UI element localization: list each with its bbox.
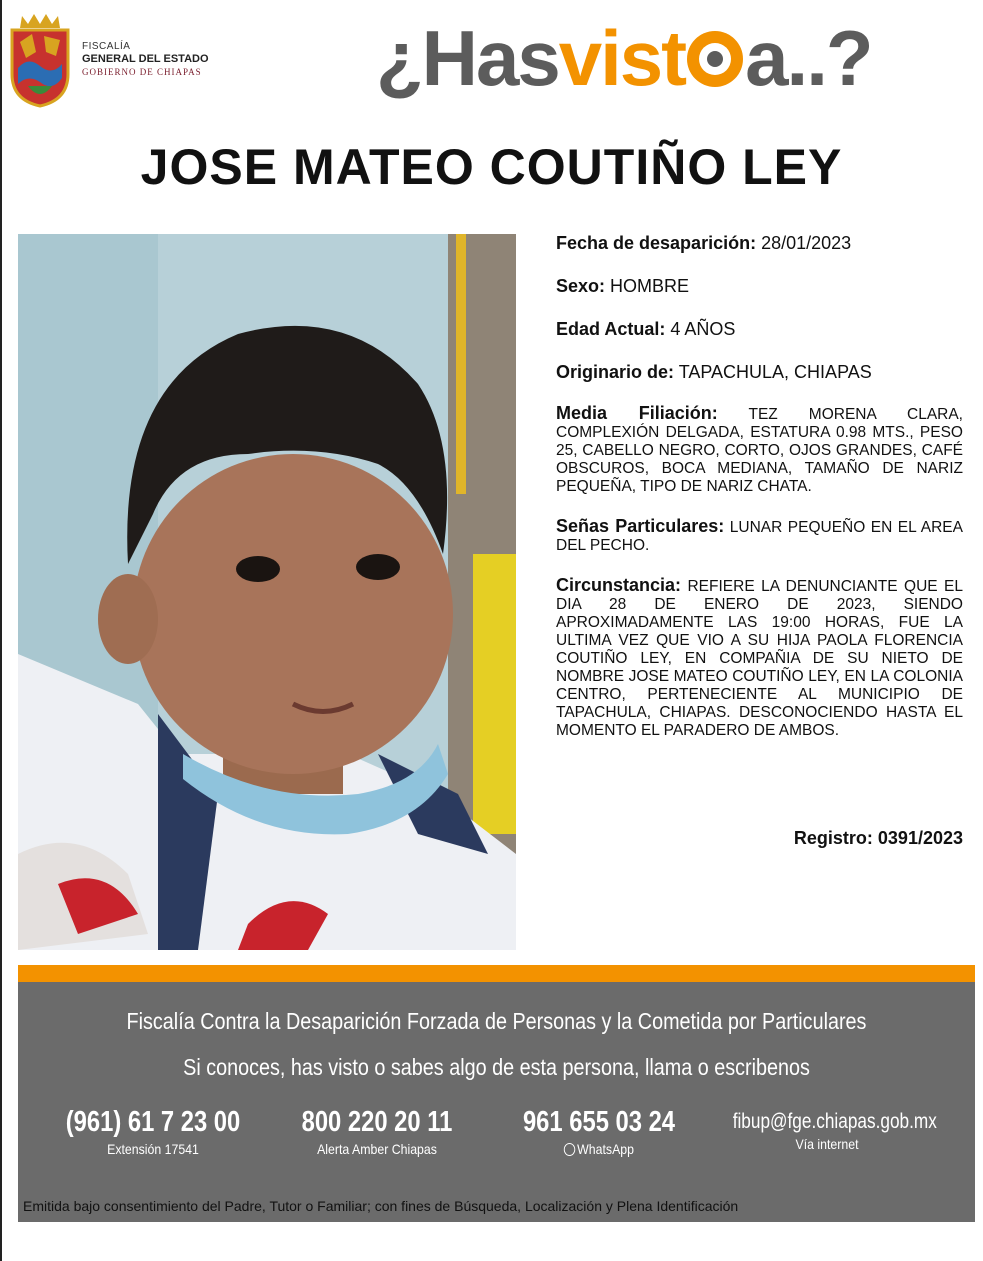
sexo-label: Sexo:: [556, 276, 606, 296]
contact-email: [712, 1106, 942, 1152]
filiacion-value: TEZ MORENA CLARA, COMPLEXIÓN DELGADA, ESTATURA 0.98 MTS., PESO 25, CABELLO NEGRO, CORTO, OJOS GRANDES, CAFÉ OBSCUROS, BOCA MEDIANA, TAMAÑO DE NARIZ PEQUEÑA, TIPO DE NARIZ CHATA.: [556, 406, 963, 495]
details-panel: [556, 232, 963, 761]
origen-value: TAPACHULA, CHIAPAS: [678, 362, 872, 382]
contact-footer: [18, 982, 975, 1222]
origen-row: [556, 361, 963, 383]
circunstancia-value: REFIERE LA DENUNCIANTE QUE EL DIA 28 DE ENERO DE 2023, SIENDO APROXIMADAMENTE LAS 19:00 HORAS, FUE LA ULTIMA VEZ QUE VIO A SU HIJA PAOLA FLORENCIA COUTIÑO LEY, EN COMPAÑIA DE SU NIETO DE NOMBRE JOSE MATEO COUTIÑO LEY, EN LA COLONIA CENTRO, PERTENECIENTE AL MUNICIPIO DE TAPACHULA, CHIAPAS. DESCONOCIENDO HASTA EL MOMENTO EL PARADERO DE AMBOS.: [556, 578, 963, 739]
filiacion-row: [556, 404, 963, 496]
agency-line3: GOBIERNO DE CHIAPAS: [82, 67, 202, 77]
chiapas-coat-of-arms-icon: [8, 12, 72, 108]
whatsapp-icon: [564, 1143, 575, 1156]
brand-suffix: a..?: [745, 14, 872, 102]
whatsapp-number[interactable]: 961 655 03 24: [522, 1106, 676, 1138]
phone-extension: Extensión 17541: [107, 1141, 199, 1157]
agency-line1: FISCALÍA: [82, 41, 131, 52]
brand-mid: vist: [558, 14, 686, 102]
email-address[interactable]: fibup@fge.chiapas.gob.mx: [732, 1110, 937, 1133]
whatsapp-caption-wrap: [498, 1141, 700, 1157]
agency-logo: [8, 12, 228, 112]
circunstancia-label: Circunstancia:: [556, 575, 682, 595]
contact-whatsapp: [484, 1106, 714, 1157]
whatsapp-caption: WhatsApp: [577, 1141, 635, 1157]
circunstancia-row: [556, 576, 963, 740]
senas-value: LUNAR PEQUEÑO EN EL AREA DEL PECHO.: [556, 519, 963, 554]
senas-row: [556, 517, 963, 555]
fecha-label: Fecha de desaparición:: [556, 233, 757, 253]
agency-line2: GENERAL DEL ESTADO: [82, 53, 209, 65]
footer-subtitle: Si conoces, has visto o sabes algo de esta persona, llama o escribenos: [183, 1054, 810, 1080]
amber-caption: Alerta Amber Chiapas: [317, 1141, 437, 1157]
filiacion-label: Media Filiación:: [556, 403, 718, 423]
fecha-value: 28/01/2023: [761, 233, 852, 253]
campaign-logo: [376, 8, 872, 108]
child-photo: [18, 234, 516, 950]
origen-label: Originario de:: [556, 362, 675, 382]
fecha-row: [556, 232, 963, 254]
edad-label: Edad Actual:: [556, 319, 666, 339]
agency-name: [82, 40, 209, 79]
edad-value: 4 AÑOS: [670, 319, 736, 339]
registro-number: Registro: 0391/2023: [793, 828, 963, 848]
email-caption: Vía internet: [795, 1136, 859, 1152]
edad-row: [556, 318, 963, 340]
brand-prefix: ¿Has: [376, 14, 559, 102]
sexo-value: HOMBRE: [610, 276, 690, 296]
senas-label: Señas Particulares:: [556, 516, 725, 536]
accent-bar: [18, 965, 975, 982]
footer-title: Fiscalía Contra la Desaparición Forzada de Personas y la Cometida por Particulares: [126, 1008, 867, 1034]
contact-phone-main: [38, 1106, 268, 1157]
contact-amber-alert: [262, 1106, 492, 1157]
phone-number[interactable]: (961) 61 7 23 00: [65, 1106, 241, 1138]
person-name: JOSE MATEO COUTIÑO LEY: [140, 139, 843, 195]
eye-icon: [687, 31, 743, 87]
amber-phone-number[interactable]: 800 220 20 11: [301, 1106, 453, 1138]
sexo-row: [556, 275, 963, 297]
legal-notice: Emitida bajo consentimiento del Padre, Tutor o Familiar; con fines de Búsqueda, Localización y Plena Identificación: [23, 1198, 739, 1214]
